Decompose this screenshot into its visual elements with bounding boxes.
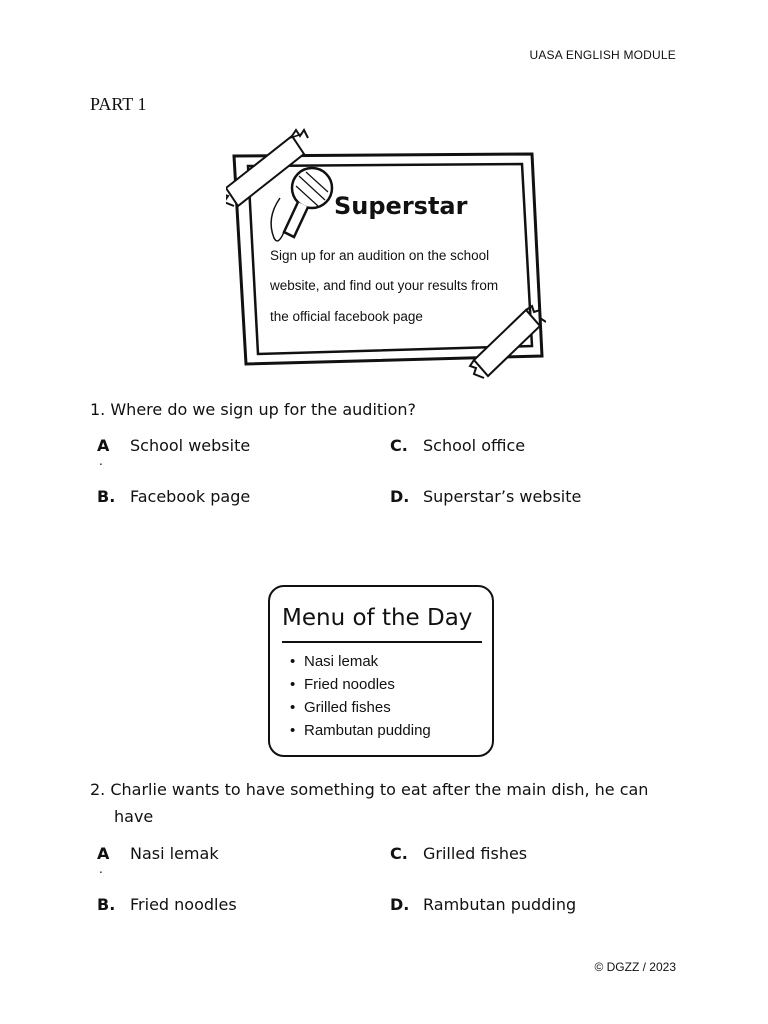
menu-title: Menu of the Day	[282, 605, 473, 631]
option-letter: A	[97, 436, 110, 455]
module-header: UASA ENGLISH MODULE	[529, 48, 676, 62]
option-text: School office	[423, 436, 526, 455]
option-text: Rambutan pudding	[423, 895, 577, 914]
copyright-footer: © DGZZ / 2023	[594, 960, 676, 974]
part-title: PART 1	[90, 94, 147, 114]
option-text: Fried noodles	[130, 895, 237, 914]
question-1-text: 1. Where do we sign up for the audition?	[90, 400, 417, 419]
menu-item: • Rambutan pudding	[304, 719, 431, 742]
option-letter: D.	[390, 487, 410, 506]
option-letter: C.	[390, 844, 408, 863]
poster-line: the official facebook page	[270, 309, 423, 324]
poster-line: Sign up for an audition on the school	[270, 248, 490, 263]
menu-card	[268, 585, 494, 757]
stray-dot: .	[99, 862, 103, 876]
option-letter: D.	[390, 895, 410, 914]
option-letter: B.	[97, 487, 116, 506]
question-2-line-1: 2. Charlie wants to have something to eat after the main dish, he can	[90, 780, 649, 799]
menu-item: • Nasi lemak	[304, 650, 431, 673]
option-letter: B.	[97, 895, 116, 914]
menu-divider	[282, 641, 482, 643]
menu-item: • Grilled fishes	[304, 696, 431, 719]
menu-list	[304, 650, 431, 742]
menu-item: • Fried noodles	[304, 673, 431, 696]
option-text: Facebook page	[130, 487, 251, 506]
stray-dot: .	[99, 454, 103, 468]
option-letter: C.	[390, 436, 408, 455]
question-2-line-2: have	[114, 807, 154, 826]
option-text: Grilled fishes	[423, 844, 528, 863]
option-text: School website	[130, 436, 251, 455]
poster-title: Superstar	[334, 192, 468, 220]
question-2-text	[90, 776, 690, 830]
option-text: Superstar’s website	[423, 487, 582, 506]
option-text: Nasi lemak	[130, 844, 219, 863]
poster-line: website, and find out your results from	[270, 278, 499, 293]
superstar-poster	[226, 126, 546, 380]
option-letter: A	[97, 844, 110, 863]
